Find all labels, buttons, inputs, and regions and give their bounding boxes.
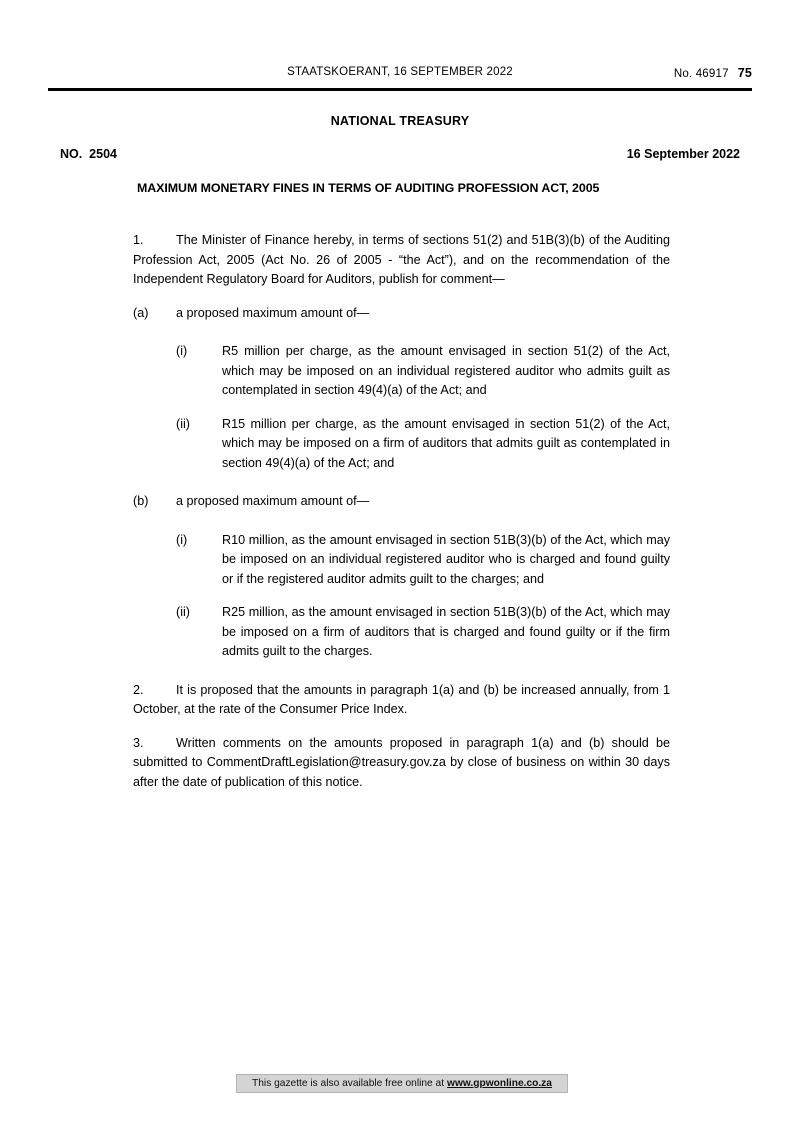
notice-number: NO. 2504 bbox=[60, 147, 117, 161]
list-item-b-marker: (b) bbox=[133, 494, 149, 508]
list-item-b-i bbox=[176, 531, 670, 590]
paragraph-2-text: It is proposed that the amounts in paragraph 1(a) and (b) be increased annually, from 1 October, at the rate of the Consumer Price Index. bbox=[133, 682, 670, 716]
footer-notice-text: This gazette is also available free online at bbox=[252, 1078, 445, 1089]
running-header bbox=[48, 66, 752, 84]
footer-online-notice bbox=[236, 1074, 568, 1093]
notice-date: 16 September 2022 bbox=[626, 147, 740, 161]
paragraph-2 bbox=[133, 681, 670, 720]
list-item-a-i-text: R5 million per charge, as the amount envisaged in section 51(2) of the Act, which may be imposed on an individual registered auditor who admits guilt as contemplated in section 49(4)(a) of the Act; and bbox=[222, 344, 670, 397]
list-item-b-ii-marker: (ii) bbox=[176, 605, 190, 619]
page-title: MAXIMUM MONETARY FINES IN TERMS OF AUDITING PROFESSION ACT, 2005 bbox=[137, 181, 600, 195]
paragraph-1-number: 1. bbox=[133, 233, 144, 247]
list-item-a-i-marker: (i) bbox=[176, 344, 188, 358]
list-item-b-ii-text: R25 million, as the amount envisaged in section 51B(3)(b) of the Act, which may be imposed on a firm of auditors that is charged and found guilty or if the firm admits guilt to the charges. bbox=[222, 605, 670, 658]
list-item-a-i bbox=[176, 342, 670, 401]
paragraph-3 bbox=[133, 734, 670, 793]
list-item-a-ii-text: R15 million per charge, as the amount envisaged in section 51(2) of the Act, which may be imposed on a firm of auditors that admits guilt as contemplated in section 49(4)(a) of the Act; and bbox=[222, 416, 670, 470]
header-gazette-number: No. 46917 bbox=[673, 68, 729, 80]
paragraph-1 bbox=[133, 231, 670, 290]
list-item-a-ii-marker: (ii) bbox=[176, 416, 190, 431]
document-body bbox=[133, 231, 670, 792]
list-item-a-ii bbox=[176, 415, 670, 474]
list-item-b-i-text: R10 million, as the amount envisaged in section 51B(3)(b) of the Act, which may be imposed on an individual registered auditor who is charged and found guilty or if the registered auditor admits guilt to the charges; and bbox=[222, 532, 670, 586]
list-item-a-text: a proposed maximum amount of— bbox=[176, 305, 370, 320]
paragraph-2-number: 2. bbox=[133, 682, 144, 697]
header-publication-title: STAATSKOERANT, 16 SEPTEMBER 2022 bbox=[287, 66, 513, 78]
list-item-b-ii bbox=[176, 603, 670, 662]
department-name: NATIONAL TREASURY bbox=[330, 114, 470, 128]
list-item-b bbox=[133, 492, 670, 512]
list-item-a-marker: (a) bbox=[133, 305, 149, 320]
notice-meta-row bbox=[60, 147, 740, 164]
footer-url-link[interactable]: www.gpwonline.co.za bbox=[447, 1078, 552, 1089]
header-page-number: 75 bbox=[737, 66, 752, 80]
paragraph-3-number: 3. bbox=[133, 735, 144, 750]
header-gazette-info bbox=[674, 66, 752, 80]
paragraph-1-text: The Minister of Finance hereby, in terms of sections 51(2) and 51B(3)(b) of the Auditing Profession Act, 2005 (Act No. 26 of 2005 - “the Act”), and on the recommendation of the Independent Regulatory Board for Auditors, publish for comment— bbox=[133, 233, 670, 286]
header-divider-rule bbox=[48, 88, 752, 91]
list-item-b-i-marker: (i) bbox=[176, 532, 188, 547]
list-item-b-text: a proposed maximum amount of— bbox=[176, 494, 370, 508]
paragraph-3-text: Written comments on the amounts proposed in paragraph 1(a) and (b) should be submitted to CommentDraftLegislation@treasury.gov.za by close of business on within 30 days after the date of publication of this notice. bbox=[133, 735, 670, 789]
list-item-a bbox=[133, 304, 670, 324]
